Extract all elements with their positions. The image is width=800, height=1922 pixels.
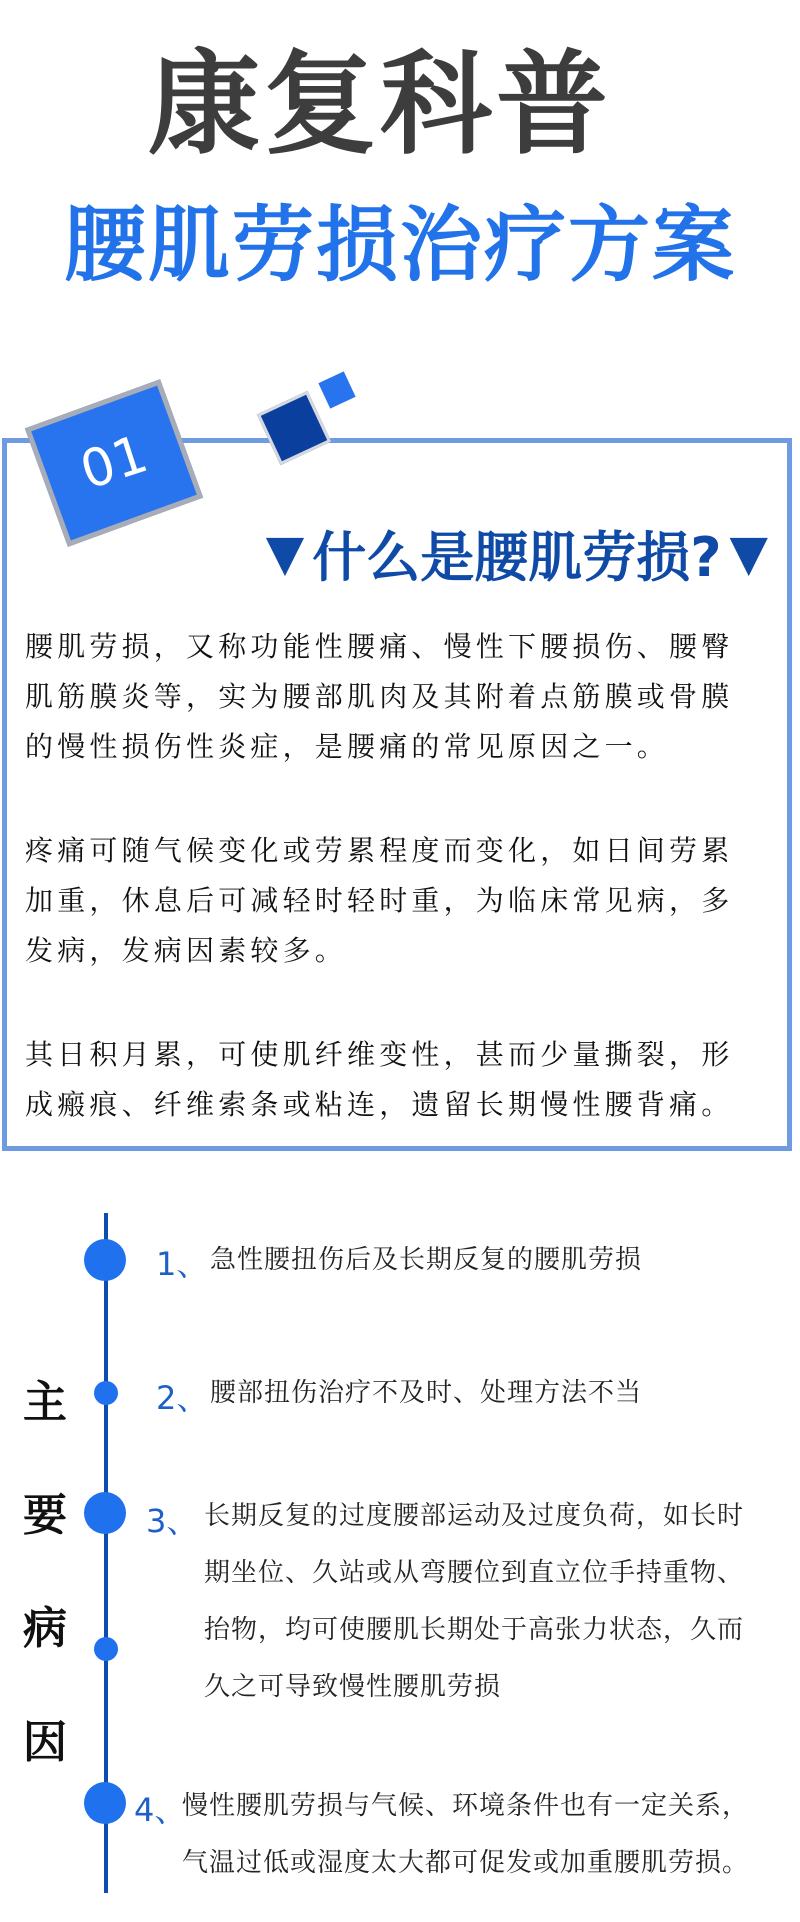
side-title-char: 因 <box>23 1717 67 1768</box>
triangle-down-icon: ▼ <box>265 524 305 582</box>
section-heading-text: 什么是腰肌劳损? <box>312 525 722 589</box>
side-title-char: 要 <box>23 1490 67 1541</box>
text-line: 腰部扭伤治疗不及时、处理方法不当 <box>210 1378 643 1408</box>
cause-text <box>182 1778 749 1892</box>
text-line: 抬物，均可使腰肌长期处于高张力状态，久而 <box>204 1615 745 1645</box>
text-line: 气温过低或湿度太大都可促发或加重腰肌劳损。 <box>182 1848 750 1878</box>
paragraph-definition <box>25 622 775 772</box>
decor-square-light <box>318 371 355 408</box>
text-line: 疼痛可随气候变化或劳累程度而变化，如日间劳累 <box>25 834 734 867</box>
triangle-down-icon: ▼ <box>729 524 768 582</box>
cause-number: 3、 <box>146 1502 199 1540</box>
timeline-dot <box>84 1492 126 1534</box>
text-line: 发病，发病因素较多。 <box>25 934 348 967</box>
timeline-dot <box>84 1782 126 1824</box>
text-line: 长期反复的过度腰部运动及过度负荷，如长时 <box>204 1501 745 1531</box>
text-line: 久之可导致慢性腰肌劳损 <box>204 1672 502 1702</box>
paragraph-progression <box>25 1030 775 1130</box>
text-line: 肌筋膜炎等，实为腰部肌肉及其附着点筋膜或骨膜 <box>25 680 734 713</box>
page-title: 康复科普 <box>148 40 612 170</box>
cause-number: 2、 <box>156 1379 209 1417</box>
cause-text <box>204 1488 744 1716</box>
text-line: 其日积月累，可使肌纤维变性，甚而少量撕裂，形 <box>25 1038 734 1071</box>
text-line: 腰肌劳损，又称功能性腰痛、慢性下腰损伤、腰臀 <box>25 630 734 663</box>
section-number: 01 <box>73 424 155 502</box>
cause-text <box>210 1232 642 1289</box>
text-line: 成瘢痕、纤维索条或粘连，遗留长期慢性腰背痛。 <box>25 1088 734 1121</box>
paragraph-symptoms <box>25 826 775 976</box>
cause-number: 1、 <box>156 1245 209 1283</box>
cause-number: 4、 <box>134 1791 187 1829</box>
text-line: 急性腰扭伤后及长期反复的腰肌劳损 <box>210 1245 643 1275</box>
side-title-char: 主 <box>23 1377 67 1428</box>
section-heading <box>266 518 768 588</box>
text-line: 期坐位、久站或从弯腰位到直立位手持重物、 <box>204 1558 745 1588</box>
text-line: 的慢性损伤性炎症，是腰痛的常见原因之一。 <box>25 730 670 763</box>
side-title-char: 病 <box>23 1603 67 1654</box>
text-line: 加重，休息后可减轻时轻时重，为临床常见病，多 <box>25 884 734 917</box>
timeline-dot <box>84 1239 126 1281</box>
text-line: 慢性腰肌劳损与气候、环境条件也有一定关系， <box>182 1791 750 1821</box>
page-subtitle: 腰肌劳损治疗方案 <box>63 197 736 293</box>
timeline-dot <box>94 1381 118 1405</box>
timeline-dot <box>94 1637 118 1661</box>
cause-text <box>210 1365 642 1422</box>
